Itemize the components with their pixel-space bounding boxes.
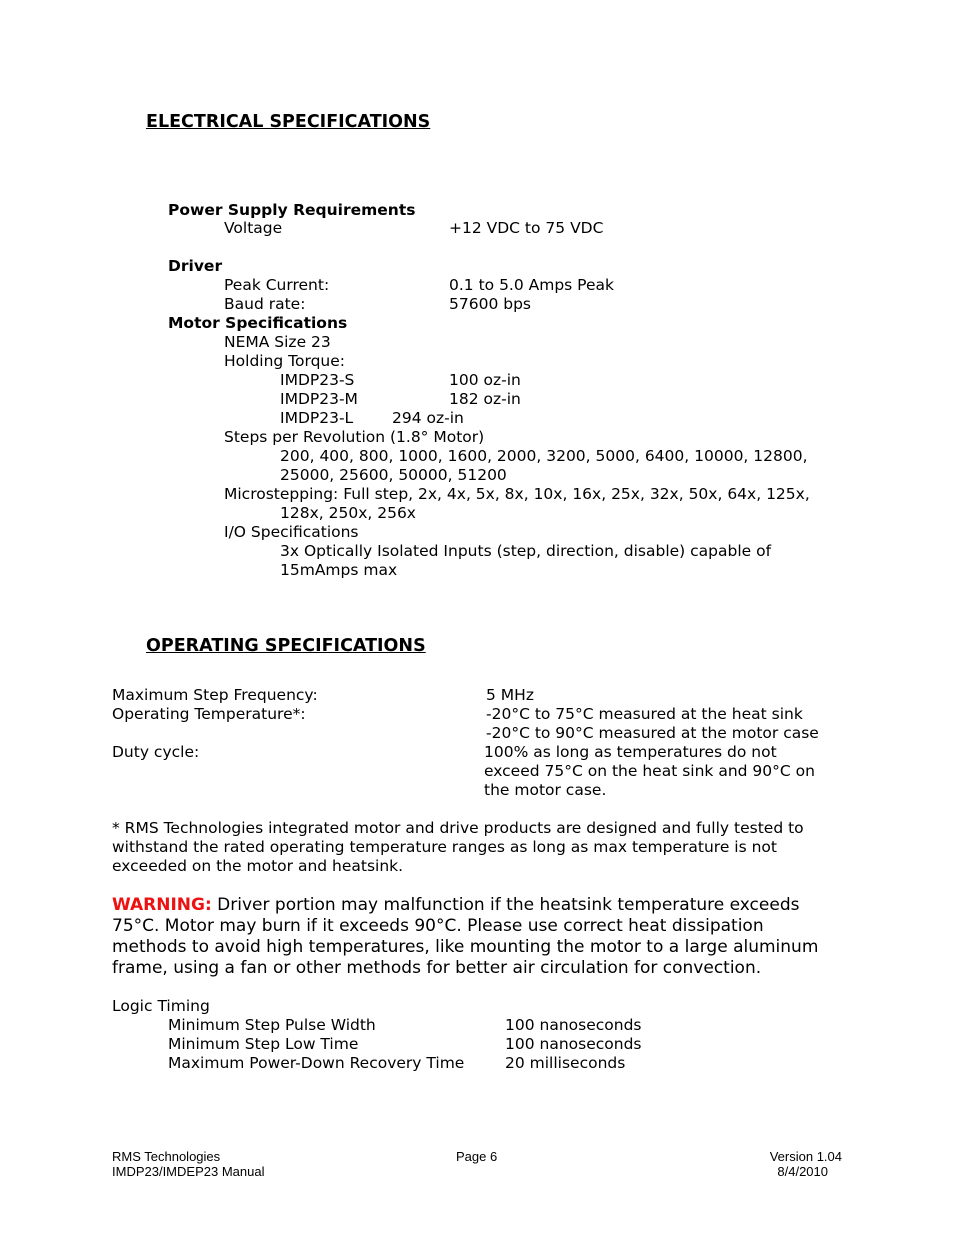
microstepping-line-2: 128x, 250x, 256x [280,504,416,522]
torque-model: IMDP23-L [280,409,354,427]
footnote-line-3: exceeded on the motor and heatsink. [112,857,404,875]
electrical-heading: ELECTRICAL SPECIFICATIONS [146,112,431,132]
footer-date: 8/4/2010 [777,1164,828,1179]
max-step-freq-label: Maximum Step Frequency: [112,686,318,704]
duty-cycle-line-1: 100% as long as temperatures do not [484,743,777,761]
logic-timing-item-value: 100 nanoseconds [505,1016,642,1034]
io-spec-line-2: 15mAmps max [280,561,398,579]
io-spec-line-1: 3x Optically Isolated Inputs (step, direction, disable) capable of [280,542,772,560]
operating-temp-value-1: -20°C to 75°C measured at the heat sink [486,705,803,723]
footer-version: Version 1.04 [769,1149,842,1164]
voltage-value: +12 VDC to 75 VDC [449,219,604,237]
motor-spec-label: Motor Specifications [168,314,348,332]
logic-timing-item-label: Minimum Step Low Time [168,1035,359,1053]
logic-timing-item-value: 100 nanoseconds [505,1035,642,1053]
torque-model: IMDP23-S [280,371,355,389]
duty-cycle-label: Duty cycle: [112,743,200,761]
footnote-line-1: * RMS Technologies integrated motor and drive products are designed and fully tested to [112,819,804,837]
torque-model: IMDP23-M [280,390,358,408]
io-spec-label: I/O Specifications [224,523,359,541]
warning-text: Driver portion may malfunction if the heatsink temperature exceeds [211,895,800,915]
steps-line-2: 25000, 25600, 50000, 51200 [280,466,507,484]
peak-current-value: 0.1 to 5.0 Amps Peak [449,276,614,294]
operating-temp-label: Operating Temperature*: [112,705,306,723]
footnote-line-2: withstand the rated operating temperature ranges as long as max temperature is not [112,838,777,856]
nema-size: NEMA Size 23 [224,333,331,351]
baud-rate-value: 57600 bps [449,295,531,313]
warning-line-1 [112,895,799,916]
operating-heading: OPERATING SPECIFICATIONS [146,636,426,656]
operating-temp-value-2: -20°C to 90°C measured at the motor case [486,724,819,742]
microstepping-line-1: Microstepping: Full step, 2x, 4x, 5x, 8x, 10x, 16x, 25x, 32x, 50x, 64x, 125x, [224,485,810,503]
warning-line-3: methods to avoid high temperatures, like mounting the motor to a large aluminum [112,937,819,957]
max-step-freq-value: 5 MHz [486,686,534,704]
duty-cycle-line-3: the motor case. [484,781,607,799]
logic-timing-item-value: 20 milliseconds [505,1054,626,1072]
peak-current-label: Peak Current: [224,276,330,294]
driver-label: Driver [168,257,223,275]
footer-company: RMS Technologies [112,1149,221,1164]
steps-per-rev-label: Steps per Revolution (1.8° Motor) [224,428,485,446]
torque-value: 294 oz-in [392,409,464,427]
steps-line-1: 200, 400, 800, 1000, 1600, 2000, 3200, 5000, 6400, 10000, 12800, [280,447,808,465]
voltage-label: Voltage [224,219,283,237]
holding-torque-label: Holding Torque: [224,352,346,370]
logic-timing-item-label: Maximum Power-Down Recovery Time [168,1054,465,1072]
warning-label: WARNING: [112,895,212,915]
baud-rate-label: Baud rate: [224,295,306,313]
power-supply-label: Power Supply Requirements [168,201,416,219]
torque-value: 182 oz-in [449,390,521,408]
logic-timing-label: Logic Timing [112,997,210,1015]
footer-page-number: Page 6 [456,1149,498,1164]
duty-cycle-line-2: exceed 75°C on the heat sink and 90°C on [484,762,815,780]
logic-timing-item-label: Minimum Step Pulse Width [168,1016,376,1034]
warning-line-4: frame, using a fan or other methods for better air circulation for convection. [112,958,762,978]
warning-line-2: 75°C. Motor may burn if it exceeds 90°C. Please use correct heat dissipation [112,916,764,936]
footer-manual: IMDP23/IMDEP23 Manual [112,1164,265,1179]
torque-value: 100 oz-in [449,371,521,389]
